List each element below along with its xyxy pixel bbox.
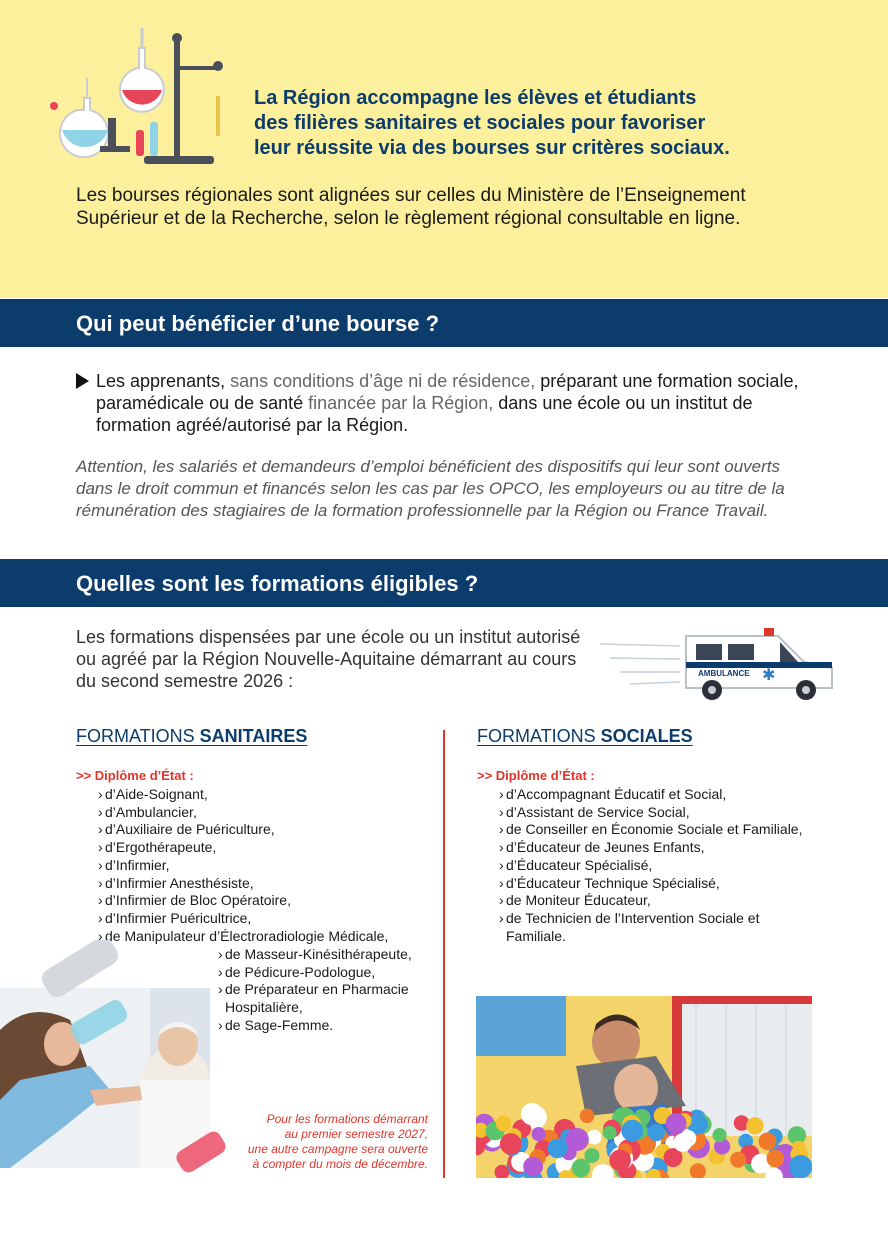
laboratory-illustration	[44, 18, 244, 168]
list-item: › de Manipulateur d’Électroradiologie Médicale,	[98, 927, 389, 944]
list-item: › d’Éducateur Technique Spécialisé,	[499, 874, 720, 891]
diploma-label-sanitaires: >> Diplôme d’État :	[76, 768, 194, 783]
ball-pit-photo	[476, 996, 812, 1178]
list-item: › de Moniteur Éducateur,	[499, 892, 651, 909]
beneficiaries-bullet: Les apprenants, sans conditions d’âge ni de résidence, préparant une formation sociale, paramédicale ou de santé financée par la Région, dans une école ou un institut de formation agréé/autorisé par la Région.	[76, 370, 856, 436]
sociales-list	[499, 786, 802, 945]
diploma-label-sociales: >> Diplôme d’État :	[477, 768, 595, 783]
sanitaires-list	[98, 786, 388, 945]
list-item: › d’Accompagnant Éducatif et Social,	[499, 786, 727, 802]
svg-text:✱: ✱	[762, 665, 776, 684]
intro-paragraph: Les bourses régionales sont alignées sur celles du Ministère de l’Enseignement Supérieur et de la Recherche, selon le règlement régional consultable en ligne.	[76, 185, 746, 229]
eligible-intro: Les formations dispensées par une école ou un institut autorisé ou agréé par la Région Nouvelle-Aquitaine démarrant au cours du second semestre 2026 :	[76, 627, 581, 691]
column-divider	[443, 730, 445, 1178]
list-item: › de Conseiller en Économie Sociale et Familiale,	[499, 821, 803, 838]
list-item: › d’Infirmier de Bloc Opératoire,	[98, 892, 291, 909]
list-item: › d’Ergothérapeute,	[98, 839, 217, 856]
sanitaires-list-continued	[218, 946, 412, 1035]
list-item: › de Préparateur en Pharmacie	[218, 981, 409, 998]
list-item: › de Masseur-Kinésithérapeute,	[218, 946, 412, 962]
list-item: › d’Ambulancier,	[98, 803, 197, 820]
section-title: Qui peut bénéficier d’une bourse ?	[76, 311, 440, 336]
nurse-elderly-photo	[0, 940, 230, 1185]
sanitaires-heading: FORMATIONS SANITAIRES	[76, 726, 308, 746]
campaign-note: Pour les formations démarrant au premier semestre 2027, une autre campagne sera ouverte à compter du mois de décembre.	[247, 1112, 428, 1171]
list-item: › d’Assistant de Service Social,	[499, 803, 690, 820]
intro-headline: La Région accompagne les élèves et étudiants des filières sanitaires et sociales pour favoriser leur réussite via des bourses sur critères sociaux.	[254, 87, 730, 159]
list-item: › de Technicien de l’Intervention Sociale et	[499, 909, 760, 926]
ambulance-label: AMBULANCE	[698, 669, 750, 678]
list-item: Hospitalière,	[225, 999, 303, 1016]
section-header-eligible	[0, 559, 888, 607]
section-title: Quelles sont les formations éligibles ?	[76, 571, 479, 596]
ambulance-illustration	[600, 614, 840, 704]
list-item: › d’Auxiliaire de Puériculture,	[98, 821, 275, 838]
triangle-bullet-icon	[76, 373, 89, 389]
list-item: › de Sage-Femme.	[218, 1016, 334, 1033]
list-item: › d’Infirmier Puéricultrice,	[98, 909, 252, 926]
attention-note: Attention, les salariés et demandeurs d’emploi bénéficient des dispositifs qui leur sont ouverts dans le droit commun et financés selon les cas par les OPCO, les employeurs ou au titre de la rémunération des stagiaires de la formation professionnelle par la Région ou France Travail.	[76, 457, 785, 520]
list-item: › d’Infirmier Anesthésiste,	[98, 874, 254, 891]
list-item: › d’Éducateur Spécialisé,	[499, 856, 653, 873]
list-item: › de Pédicure-Podologue,	[218, 963, 376, 980]
list-item: › d’Aide-Soignant,	[98, 786, 208, 802]
sociales-heading: FORMATIONS SOCIALES	[477, 726, 693, 746]
list-item: › d’Infirmier,	[98, 856, 170, 873]
section-header-beneficiaries	[0, 299, 888, 347]
list-item: Familiale.	[506, 927, 566, 944]
list-item: › d’Éducateur de Jeunes Enfants,	[499, 839, 705, 856]
